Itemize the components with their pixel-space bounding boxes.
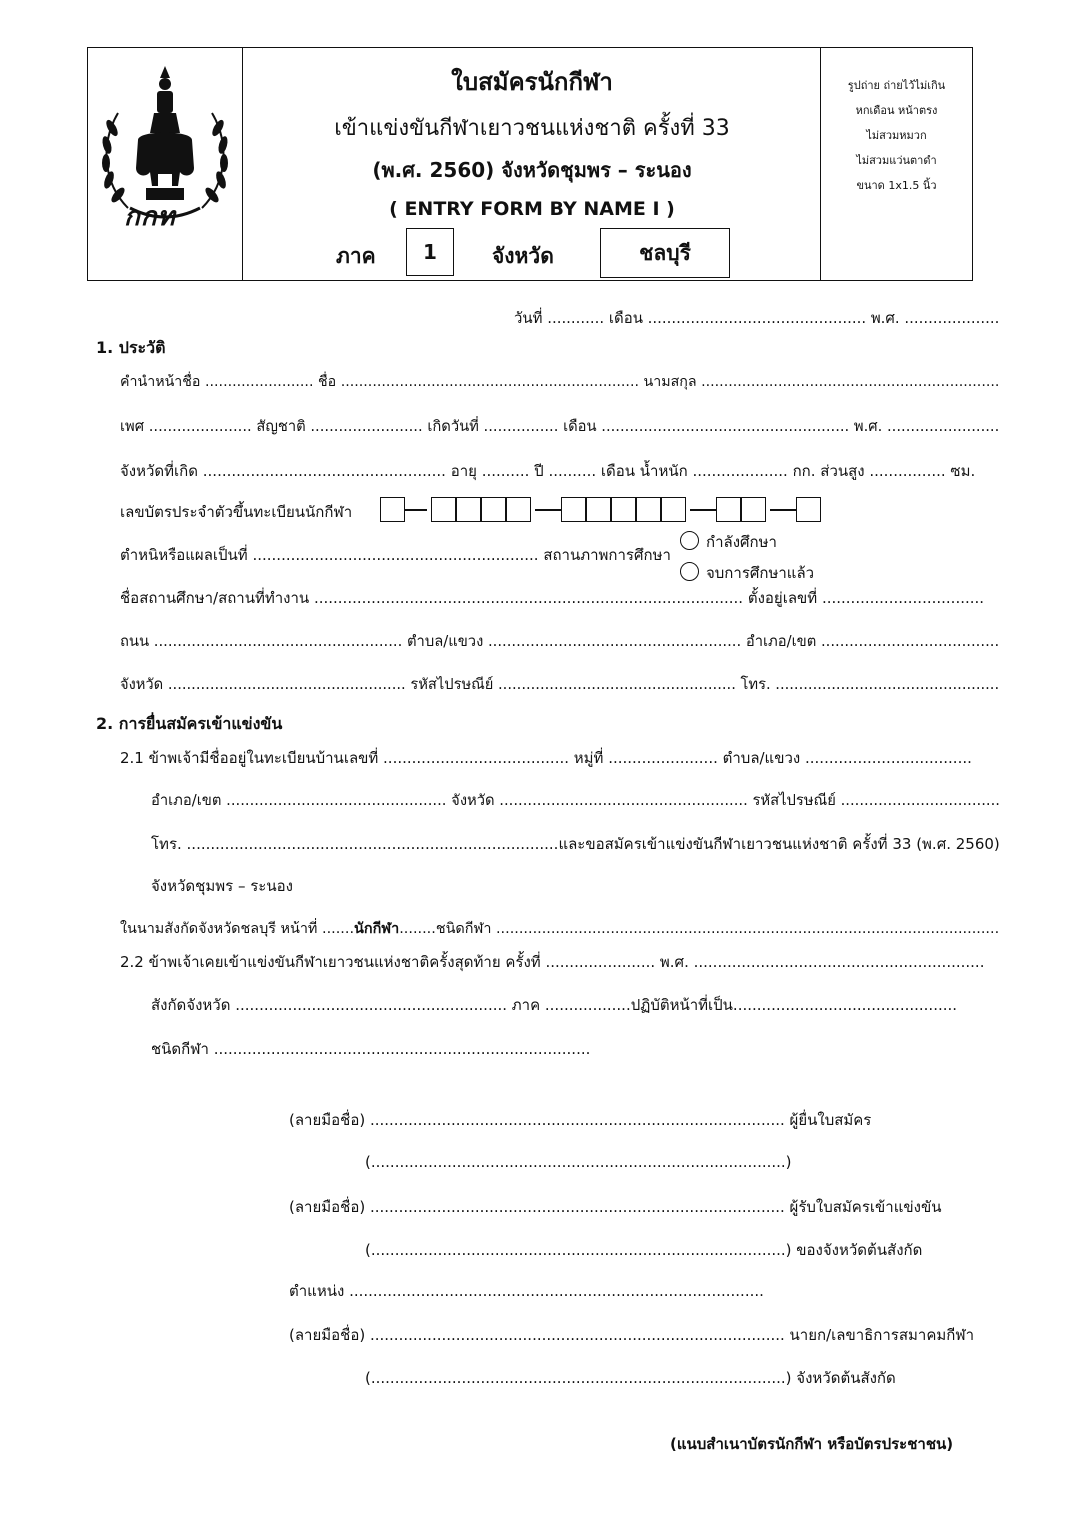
form-subtitle-year: (พ.ศ. 2560) จังหวัดชุมพร – ระนอง (372, 158, 692, 182)
athlete-id-label: เลขบัตรประจำตัวขึ้นทะเบียนนักกีฬา (120, 503, 353, 521)
photo-instruction-5: ขนาด 1x1.5 นิ้ว (856, 179, 937, 192)
receiver-name-field[interactable]: (.......................................................................................) ของจังหวัดต้นสังกัด (365, 1241, 923, 1259)
photo-instruction-3: ไม่สวมหมวก (866, 129, 927, 142)
form-subtitle-english: ( ENTRY FORM BY NAME I ) (389, 198, 675, 220)
province-value: ชลบุรี (639, 241, 691, 265)
gender-birth-row[interactable]: เพศ ...................... สัญชาติ ........................ เกิดวันที่ ................ เดือน ..................................................... พ.ศ. ........................ (120, 418, 1000, 435)
id-digit-box[interactable] (561, 497, 586, 522)
section1-title: 1. ประวัติ (96, 338, 166, 357)
association-name-field[interactable]: (.......................................................................................) จังหวัดต้นสังกัด (365, 1369, 896, 1387)
address-road-row[interactable]: ถนน ..................................................... ตำบล/แขวง ...................................................... อำเภอ/เขต ...................................... (120, 633, 1000, 650)
birthplace-age-row[interactable]: จังหวัดที่เกิด ................................................... อายุ .......... ปี .......... เดือน น้ำหนัก .................... กก. ส่วนสูง ................ ซม. (120, 462, 976, 480)
position-field[interactable]: ตำแหน่ง ....................................................................................... (289, 1282, 764, 1300)
region-label: ภาค (336, 244, 376, 268)
previous-affiliation-row[interactable]: สังกัดจังหวัด ......................................................... ภาค ..................ปฏิบัติหน้าที่เป็น............................................... (151, 996, 958, 1014)
id-digit-box[interactable] (611, 497, 636, 522)
form-header (87, 47, 973, 281)
id-separator (690, 509, 716, 511)
radio-studying[interactable] (680, 531, 699, 550)
id-separator (405, 509, 427, 511)
region-value: 1 (423, 240, 437, 264)
affiliation-prefix: ในนามสังกัดจังหวัดชลบุรี หน้าที่ ....... (120, 921, 355, 937)
previous-games-row[interactable]: 2.2 ข้าพเจ้าเคยเข้าแข่งขันกีฬาเยาวชนแห่งชาติครั้งสุดท้าย ครั้งที่ ....................... พ.ศ. ............................................................. (120, 953, 985, 971)
id-digit-box[interactable] (431, 497, 456, 522)
id-digit-box[interactable] (380, 497, 405, 522)
logo-text: กกท (124, 202, 176, 232)
registration-district-row[interactable]: อำเภอ/เขต ............................................... จังหวัด ..................................................... รหัสไปรษณีย์ .................................. (151, 792, 1000, 809)
id-digit-box[interactable] (716, 497, 741, 522)
affiliation-row[interactable] (120, 917, 999, 940)
sport-type-field[interactable]: ........ชนิดกีฬา .............................................................................................................. (399, 921, 1000, 937)
id-digit-box[interactable] (636, 497, 661, 522)
id-separator (535, 509, 561, 511)
role-athlete: นักกีฬา (354, 921, 400, 937)
host-province-text: จังหวัดชุมพร – ระนอง (151, 877, 293, 895)
id-digit-box[interactable] (456, 497, 481, 522)
radio-studying-label: กำลังศึกษา (706, 533, 777, 551)
id-digit-box[interactable] (741, 497, 766, 522)
id-digit-box[interactable] (661, 497, 686, 522)
sat-logo-emblem (88, 48, 242, 280)
phone-apply-row[interactable]: โทร. ..............................................................................และขอสมัครเข้าแข่งขันกีฬาเยาวชนแห่งชาติ ครั้งที่ 33 (พ.ศ. 2560) (151, 835, 1000, 853)
photo-instruction-4: ไม่สวมแว่นตาดำ (856, 154, 937, 167)
id-digit-box[interactable] (796, 497, 821, 522)
receiver-signature[interactable]: (ลายมือชื่อ) ....................................................................................... ผู้รับใบสมัครเข้าแข่งขัน (289, 1198, 942, 1216)
form-title: ใบสมัครนักกีฬา (451, 68, 613, 96)
photo-instruction-2: หกเดือน หน้าตรง (855, 104, 938, 117)
name-row[interactable]: คำนำหน้าชื่อ ........................ ชื่อ .................................................................. นามสกุล .................................................................. (120, 374, 1000, 390)
school-workplace-row[interactable]: ชื่อสถานศึกษา/สถานที่ทำงาน .......................................................................................... ตั้งอยู่เลขที่ .................................. (120, 589, 985, 607)
logo-cell (88, 48, 243, 280)
date-line[interactable]: วันที่ ............ เดือน .............................................. พ.ศ. .................... (514, 309, 1000, 327)
province-box[interactable] (600, 228, 730, 278)
id-digit-box[interactable] (586, 497, 611, 522)
attachment-note: (แนบสำเนาบัตรนักกีฬา หรือบัตรประชาชน) (670, 1435, 954, 1453)
region-box[interactable] (406, 228, 454, 276)
radio-graduated[interactable] (680, 562, 699, 581)
house-registration-row[interactable]: 2.1 ข้าพเจ้ามีชื่ออยู่ในทะเบียนบ้านเลขที่ ....................................... หมู่ที่ ....................... ตำบล/แขวง ................................... (120, 749, 972, 767)
id-digit-box[interactable] (481, 497, 506, 522)
scar-education-row[interactable]: ตำหนิหรือแผลเป็นที่ ............................................................ สถานภาพการศึกษา (120, 546, 671, 564)
id-separator (770, 509, 796, 511)
association-signature[interactable]: (ลายมือชื่อ) ....................................................................................... นายก/เลขาธิการสมาคมกีฬา (289, 1326, 975, 1344)
radio-graduated-label: จบการศึกษาแล้ว (706, 564, 815, 582)
applicant-name-field[interactable]: (.......................................................................................) (365, 1153, 792, 1171)
province-label: จังหวัด (492, 244, 554, 268)
photo-instruction-1: รูปถ่าย ถ่ายไว้ไม่เกิน (847, 79, 946, 92)
previous-sport-row[interactable]: ชนิดกีฬา ............................................................................... (151, 1040, 591, 1058)
address-province-row[interactable]: จังหวัด ................................................... รหัสไปรษณีย์ ................................................... โทร. ................................................ (120, 676, 1000, 693)
id-digit-box[interactable] (506, 497, 531, 522)
photo-placeholder[interactable] (820, 48, 972, 280)
applicant-signature[interactable]: (ลายมือชื่อ) ....................................................................................... ผู้ยื่นใบสมัคร (289, 1111, 872, 1129)
section2-title: 2. การยื่นสมัครเข้าแข่งขัน (96, 714, 283, 733)
form-subtitle-event: เข้าแข่งขันกีฬาเยาวชนแห่งชาติ ครั้งที่ 33 (334, 116, 730, 141)
